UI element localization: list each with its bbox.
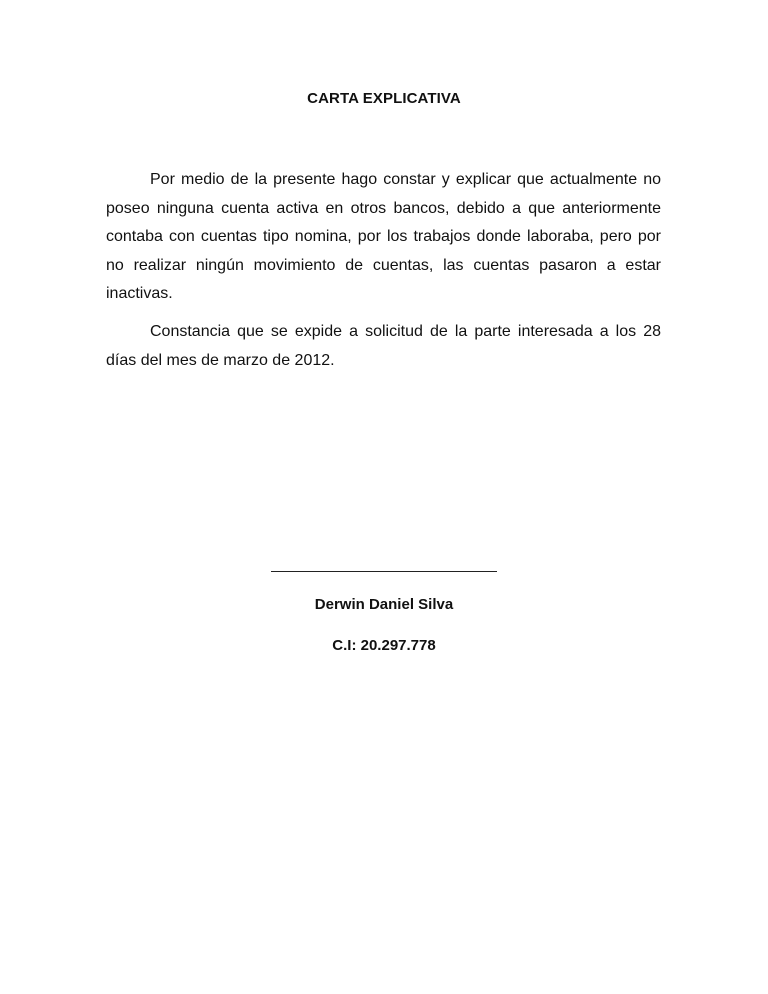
signer-id-number: C.I: 20.297.778 xyxy=(332,637,436,654)
paragraph-statement: Por medio de la presente hago constar y explicar que actualmente no poseo ninguna cuenta activa en otros bancos, debido a que anteriormente contaba con cuentas tipo nomina, por los trabajos donde laboraba, pero por no realizar ningún movimiento de cuentas, las cuentas pasaron a estar inactivas. xyxy=(106,171,661,303)
document-title: CARTA EXPLICATIVA xyxy=(307,90,461,107)
paragraph-constancia: Constancia que se expide a solicitud de la parte interesada a los 28 días del mes de marzo de 2012. xyxy=(106,323,661,369)
signature-line xyxy=(271,571,497,572)
signer-name: Derwin Daniel Silva xyxy=(314,596,454,613)
